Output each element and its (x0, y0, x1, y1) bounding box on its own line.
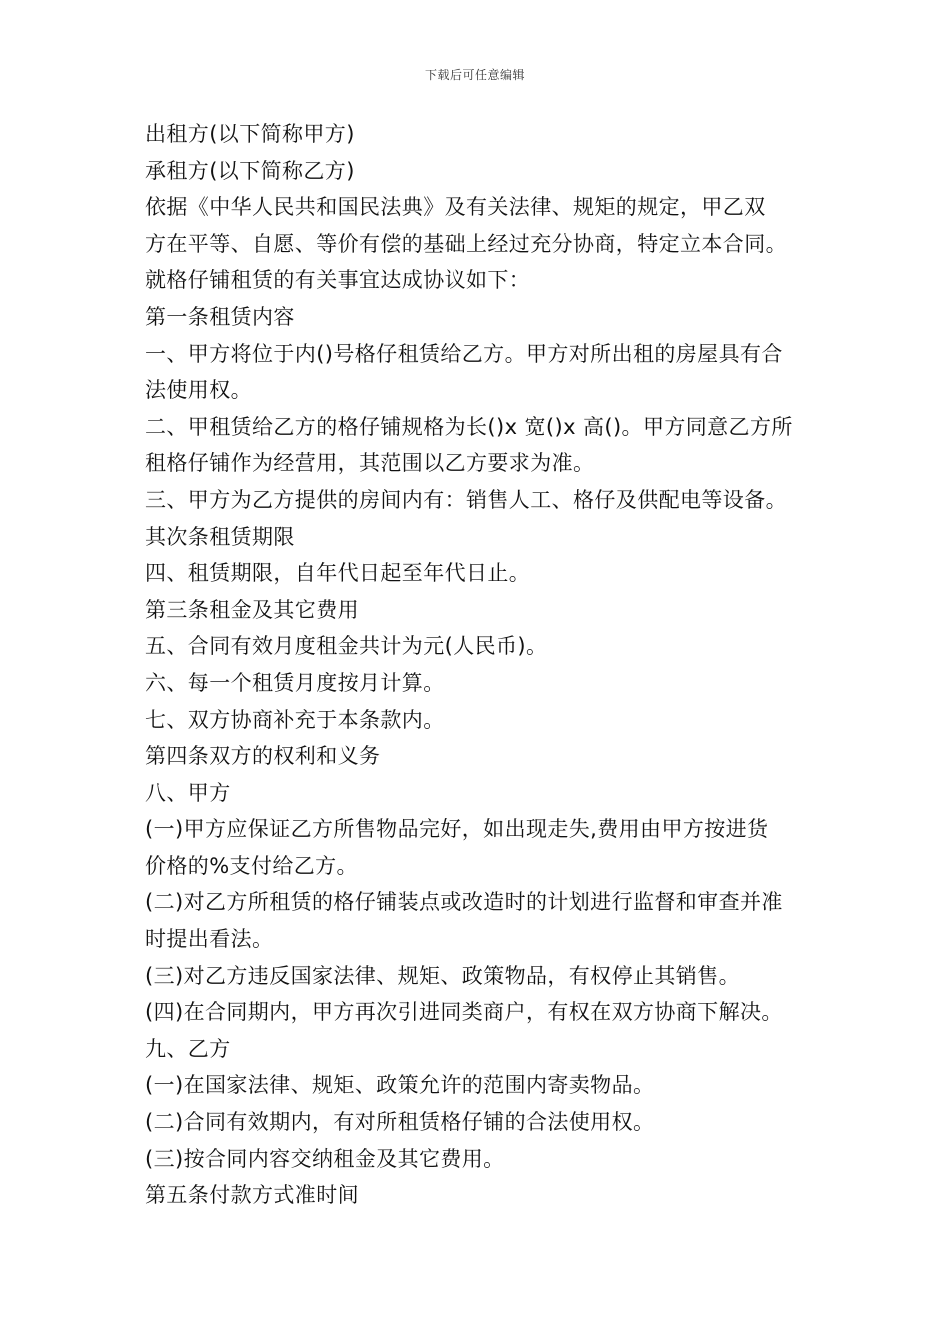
text-line: (三)对乙方违反国家法律、规矩、政策物品，有权停止其销售。 (145, 963, 740, 988)
text-line: 时提出看法。 (145, 927, 274, 952)
text-line: 承租方(以下简称乙方) (145, 158, 355, 183)
section-heading: 第一条租赁内容 (145, 304, 295, 329)
text-line: 四、租赁期限，自年代日起至年代日止。 (145, 561, 531, 586)
text-line: 二、甲租赁给乙方的格仔铺规格为长()x 宽()x 高()。甲方同意乙方所 (145, 414, 793, 439)
text-line: (四)在合同期内，甲方再次引进同类商户，有权在双方协商下解决。 (145, 1000, 783, 1025)
text-line: (二)对乙方所租赁的格仔铺装点或改造时的计划进行监督和审查并准 (145, 890, 783, 915)
text-line: 法使用权。 (145, 378, 252, 403)
text-line: (二)合同有效期内，有对所租赁格仔铺的合法使用权。 (145, 1110, 655, 1135)
text-line: 八、甲方 (145, 780, 231, 805)
text-line: (一)在国家法律、规矩、政策允许的范围内寄卖物品。 (145, 1073, 655, 1098)
text-line: 六、每一个租赁月度按月计算。 (145, 670, 445, 695)
text-line: 出租方(以下简称甲方) (145, 122, 355, 146)
page-header-note: 下载后可任意编辑 (424, 68, 525, 82)
contract-body (145, 116, 835, 1214)
section-heading: 其次条租赁期限 (145, 524, 295, 549)
text-line: 依据《中华人民共和国民法典》及有关法律、规矩的规定，甲乙双 (145, 195, 766, 220)
text-line: 三、甲方为乙方提供的房间内有：销售人工、格仔及供配电等设备。 (145, 487, 787, 512)
text-line: 方在平等、自愿、等价有偿的基础上经过充分协商，特定立本合同。 (145, 231, 787, 256)
text-line: 租格仔铺作为经营用，其范围以乙方要求为准。 (145, 451, 595, 476)
text-line: 价格的%支付给乙方。 (145, 853, 358, 878)
text-line: 一、甲方将位于内()号格仔租赁给乙方。甲方对所出租的房屋具有合 (145, 341, 783, 366)
text-line: 五、合同有效月度租金共计为元(人民币)。 (145, 634, 548, 659)
text-line: (一)甲方应保证乙方所售物品完好，如出现走失,费用由甲方按进货 (145, 817, 769, 842)
section-heading: 第四条双方的权利和义务 (145, 744, 381, 769)
text-line: 七、双方协商补充于本条款内。 (145, 707, 445, 732)
text-line: 九、乙方 (145, 1036, 231, 1061)
section-heading: 第五条付款方式准时间 (145, 1183, 359, 1208)
text-line: (三)按合同内容交纳租金及其它费用。 (145, 1146, 505, 1171)
text-line: 就格仔铺租赁的有关事宜达成协议如下： (145, 268, 531, 293)
section-heading: 第三条租金及其它费用 (145, 597, 359, 622)
